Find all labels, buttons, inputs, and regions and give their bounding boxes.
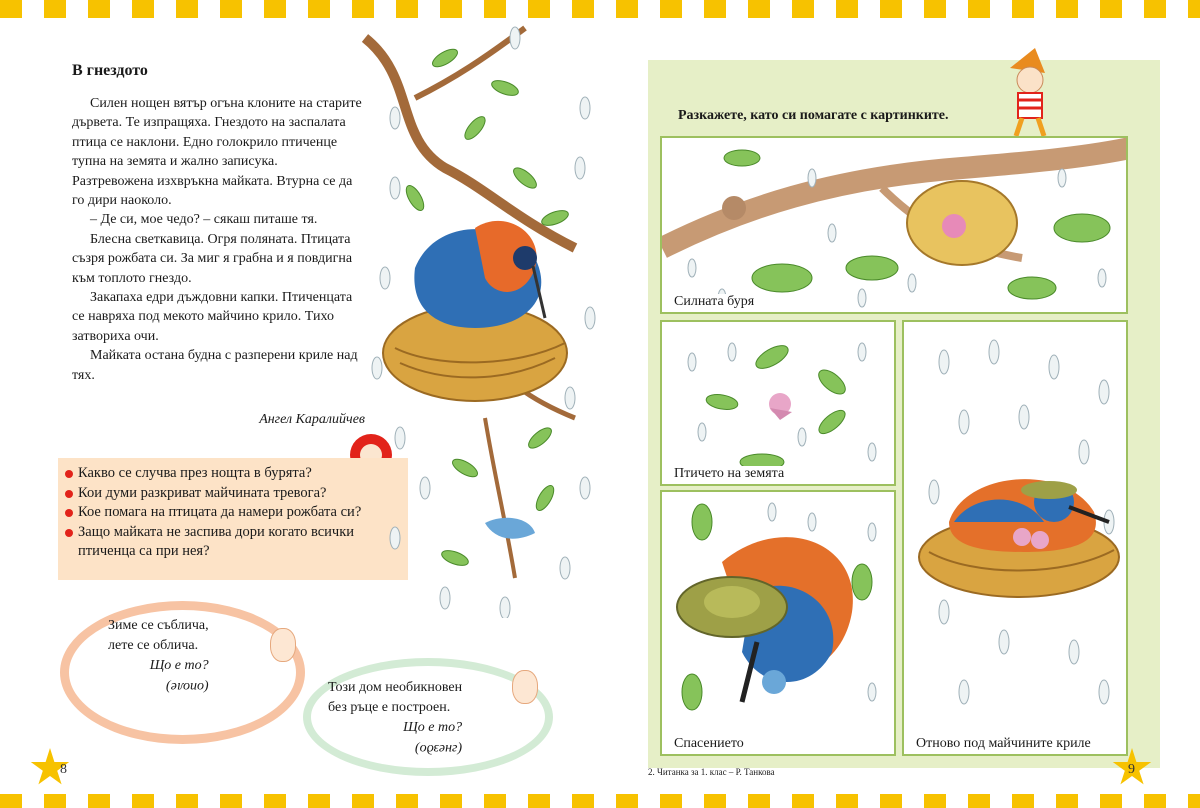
- instruction-text: Разкажете, като си помагате с картинките.: [678, 108, 949, 123]
- riddle-child-head-icon: [512, 670, 538, 704]
- riddle-2: [328, 678, 462, 758]
- story-paragraph: Закапаха едри дъждовни капки. Птиченцата се навряха под мекото майчино крило. Тихо затвориха очи.: [72, 290, 353, 344]
- riddle-child-head-icon: [270, 628, 296, 662]
- page-number-right: 9: [1128, 762, 1135, 777]
- story-text: [72, 94, 362, 385]
- riddle-line: Този дом необикновен: [328, 680, 463, 695]
- right-page: [600, 18, 1200, 794]
- riddle-line: лете се облича.: [108, 638, 199, 653]
- story-paragraph: Майката остана будна с разперени криле над тях.: [72, 348, 358, 383]
- caption-storm: Силната буря: [674, 294, 755, 309]
- chick-on-ground-illustration: [662, 322, 896, 486]
- caption-under-wings: Отново под майчините криле: [916, 736, 1091, 751]
- story-paragraph: – Де си, мое чедо? – сякаш питаше тя.: [90, 212, 318, 228]
- top-decorative-stripe: [0, 0, 1200, 18]
- under-wings-illustration: [904, 322, 1128, 756]
- left-page: [0, 18, 600, 794]
- page-number-left: 8: [60, 762, 67, 777]
- picture-frame-rescue: [660, 490, 896, 756]
- riddle-line: без ръце е построен.: [328, 700, 451, 715]
- question-item: Кое помага на птицата да намери рожбата си?: [64, 503, 400, 523]
- riddle-line: Зиме се съблича,: [108, 618, 209, 633]
- riddle-1: [108, 616, 209, 696]
- riddle-question: Що е то?: [149, 658, 209, 673]
- question-item: Защо майката не заспива дори когато всички птиченца са при нея?: [64, 523, 400, 562]
- story-author: Ангел Каралийчев: [259, 412, 365, 427]
- caption-chick-ground: Птичето на земята: [674, 466, 785, 481]
- question-item: Какво се случва през нощта в бурята?: [64, 464, 400, 484]
- picture-frame-under-wings: [902, 320, 1128, 756]
- footer-note: 2. Читанка за 1. клас – Р. Танкова: [648, 767, 775, 777]
- picture-frame-chick-ground: [660, 320, 896, 486]
- riddle-question: Що е то?: [403, 720, 463, 735]
- question-item: Кои думи разкриват майчината тревога?: [64, 484, 400, 504]
- story-paragraph: Силен нощен вятър огъна клоните на старите дървета. Те изпращяха. Гнездото на заспалата птица се наклони. Едно голокрило птиченце тупна на земята и жално записука. Разтревожена изхвръкна майката. Втурна се да го дири наоколо.: [72, 96, 362, 209]
- picture-frame-storm: [660, 136, 1128, 314]
- story-title: В гнездото: [72, 62, 148, 79]
- nest-branch-illustration: [355, 18, 605, 618]
- rescue-illustration: [662, 492, 896, 756]
- bottom-decorative-stripe: [0, 794, 1200, 808]
- riddle-answer: (гнездо): [414, 741, 463, 756]
- caption-rescue: Спасението: [674, 736, 744, 751]
- riddle-answer: (ополе): [165, 679, 209, 694]
- story-paragraph: Блесна светкавица. Огря поляната. Птицата съзря рожбата си. За миг я грабна и я повдигна към топлото гнездо.: [72, 231, 353, 286]
- clown-mascot-icon: [1000, 48, 1060, 138]
- storm-tree-illustration: [662, 138, 1128, 314]
